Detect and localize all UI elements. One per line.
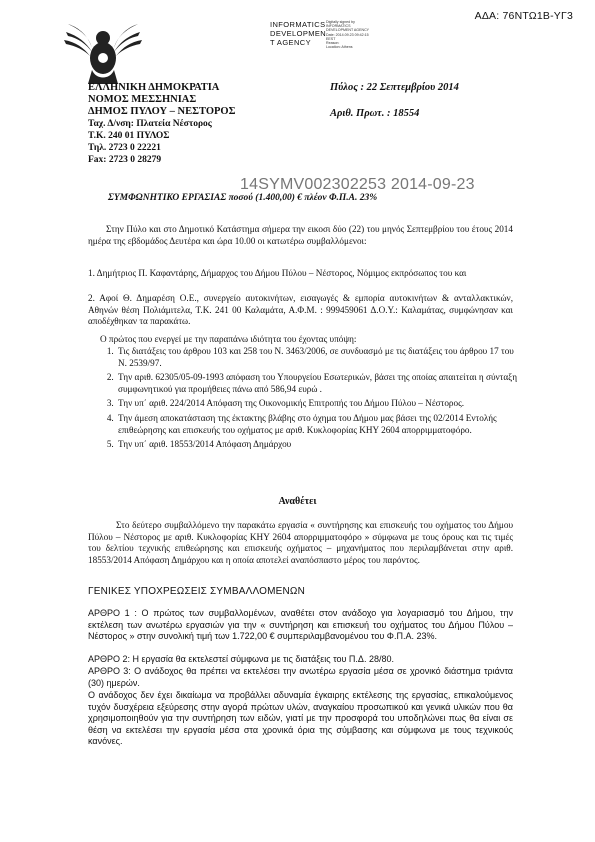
signature-line: DEVELOPMENT AGENCY: [326, 28, 370, 33]
list-item: 4. Την άμεση αποκατάσταση της έκτακτης βλάβης στο όχημα του Δήμου μας βάσει της 02/2014 Εντολής επιθεώρησης και επισκευής του οχήματος με αριθ. Κυκλοφορίας ΚΗΥ 2604 απορριμματοφόρο.: [116, 413, 520, 436]
informatics-agency-label: [270, 20, 326, 47]
preamble-paragraph: Ο πρώτος που ενεργεί με την παραπάνω ιδιότητα του έχοντας υπόψη:: [100, 334, 357, 344]
info-line: INFORMATICS: [270, 20, 326, 29]
article-3-continuation: Ο ανάδοχος δεν έχει δικαίωμα να προβάλλει αδυναμία έγκαιρης εκτέλεσης της εργασίας, επικαλούμενος τυχόν δυσχέρεια εξεύρεσης στην αγορά πρώτων υλών, αναγκαίου προσωπικού και γενικά υλικών που θα χρησιμοποιηθούν για την συντήρηση των ειδών, γιατί με την προσφορά του υποδηλώνει πως θα είναι σε θέση να εκτελέσει την εργασία μέσα στα χρονικά όρια της σύμβασης και σύμφωνα με τους τεχνικούς κανόνες.: [88, 690, 513, 747]
signature-line: Location: Athens: [326, 45, 353, 50]
ada-code: ΑΔΑ: 76ΝΤΩ1Β-ΥΓ3: [474, 10, 573, 22]
article-3: ΑΡΘΡΟ 3: Ο ανάδοχος θα πρέπει να εκτελέσει την ανωτέρω εργασία μέσα σε χρονικό διάστημα τριάντα (30) ημερών.: [88, 666, 513, 688]
list-item: 1. Τις διατάξεις του άρθρου 103 και 258 του Ν. 3463/2006, σε συνδυασμό με τις διατάξεις του άρθρου 17 του Ν. 2539/97.: [116, 346, 520, 369]
article-2: ΑΡΘΡΟ 2: Η εργασία θα εκτελεστεί σύμφωνα με τις διατάξεις του Π.Δ. 28/80.: [88, 654, 394, 664]
registry-stamp: 14SYMV002302253 2014-09-23: [240, 176, 475, 193]
address-line: Τ.Κ. 240 01 ΠΥΛΟΣ: [88, 131, 170, 141]
document-title: ΣΥΜΦΩΝΗΤΙΚΟ ΕΡΓΑΣΙΑΣ ποσού (1.400,00) € πλέον Φ.Π.Α. 23%: [108, 193, 378, 203]
header-line: ΔΗΜΟΣ ΠΥΛΟΥ – ΝΕΣΤΟΡΟΣ: [88, 106, 236, 117]
protocol-number: Αριθ. Πρωτ. : 18554: [330, 108, 420, 119]
list-item: 5. Την υπ΄ αριθ. 18553/2014 Απόφαση Δημάρχου: [116, 439, 520, 451]
signature-line: EEST: [326, 36, 336, 41]
party-2-paragraph: 2. Αφοί Θ. Δημαρέση Ο.Ε., συνεργείο αυτοκινήτων, εισαγωγές & εμπορία αυτοκινήτων & ανταλλακτικών, Αθηνών θέση Πολιάμιτελα, Τ.Κ. 241 00 Καλαμάτα, Α.Φ.Μ. : 999459061 Δ.Ο.Υ.: Καλαμάτας, συμφώνησαν και αποδέχθηκαν τα παρακάτω.: [88, 293, 513, 327]
address-line: Ταχ. Δ/νση: Πλατεία Νέστορος: [88, 119, 212, 129]
list-item: 3. Την υπ΄ αριθ. 224/2014 Απόφαση της Οικονομικής Επιτροπής του Δήμου Πύλου – Νέστορος.: [116, 398, 520, 410]
signature-line: Date: 2014.09.23 09:42:15: [326, 32, 369, 37]
digital-signature-block: [326, 20, 369, 49]
info-line: DEVELOPMEN: [270, 29, 327, 38]
party-1-paragraph: 1. Δημήτριος Π. Καφαντάρης, Δήμαρχος του Δήμου Πύλου – Νέστορος, Νόμιμος εκπρόσωπος του και: [88, 268, 467, 278]
header-line: ΕΛΛΗΝΙΚΗ ΔΗΜΟΚΡΑΤΙΑ: [88, 82, 220, 93]
header-line: ΝΟΜΟΣ ΜΕΣΣΗΝΙΑΣ: [88, 94, 197, 105]
info-line: T AGENCY: [270, 38, 311, 47]
document-date: Πύλος : 22 Σεπτεμβρίου 2014: [330, 82, 459, 93]
list-item: 2. Την αριθ. 62305/05-09-1993 απόφαση του Υπουργείου Εσωτερικών, βάσει της οποίας απαιτείται η σύνταξη συμφωνητικού για προμήθειες πάνω από 586,94 ευρώ .: [116, 372, 520, 395]
signature-line: INFORMATICS: [326, 24, 351, 29]
considerations-list: [104, 346, 520, 454]
issuer-header: [88, 82, 235, 166]
article-1: ΑΡΘΡΟ 1 : Ο πρώτος των συμβαλλομένων, αναθέτει στον ανάδοχο για λογαριασμό του Δήμου, την εκτέλεση των ανωτέρω εργασιών για την « συντήρηση και επισκευή του οχήματος του Δήμου Πύλου – Νέστορος » στην συνολική τιμή των 1.722,00 € συμπεριλαμβανομένου του Φ.Π.Α. 23%.: [88, 608, 513, 642]
general-obligations-heading: ΓΕΝΙΚΕΣ ΥΠΟΧΡΕΩΣΕΙΣ ΣΥΜΒΑΛΛΟΜΕΝΩΝ: [88, 586, 306, 597]
crest-emblem-icon: [62, 18, 144, 88]
intro-paragraph: Στην Πύλο και στο Δημοτικό Κατάστημα σήμερα την εικοσι δύο (22) του μηνός Σεπτεμβρίου του έτους 2014 ημέρα της εβδομάδος Δευτέρα και ώρα 10.00 οι κατωτέρω συμβαλλόμενοι:: [88, 224, 513, 246]
signature-line: Digitally signed by: [326, 20, 355, 24]
assignment-paragraph: Στο δεύτερο συμβαλλόμενο την παρακάτω εργασία « συντήρησης και επισκευής του οχήματος του Δήμου Πύλου – Νέστορος με αριθ. Κυκλοφορίας ΚΗΥ 2604 απορριμματοφόρο » σύμφωνα με τους όρους και τις τιμές του δελτίου τεχνικής επιθεώρησης και επισκευής οχήματος – μηχανήματος που περιλαμβάνεται στην αριθ. 18553/2014 Απόφαση Δημάρχου και η οποία αποτελεί αναπόσπαστο μέρος του παρόντος.: [88, 520, 513, 565]
fax-line: Fax: 2723 0 28279: [88, 155, 162, 165]
assign-heading: Αναθέτει: [278, 496, 317, 507]
phone-line: Τηλ. 2723 0 22221: [88, 143, 161, 153]
signature-line: Reason:: [326, 41, 340, 46]
